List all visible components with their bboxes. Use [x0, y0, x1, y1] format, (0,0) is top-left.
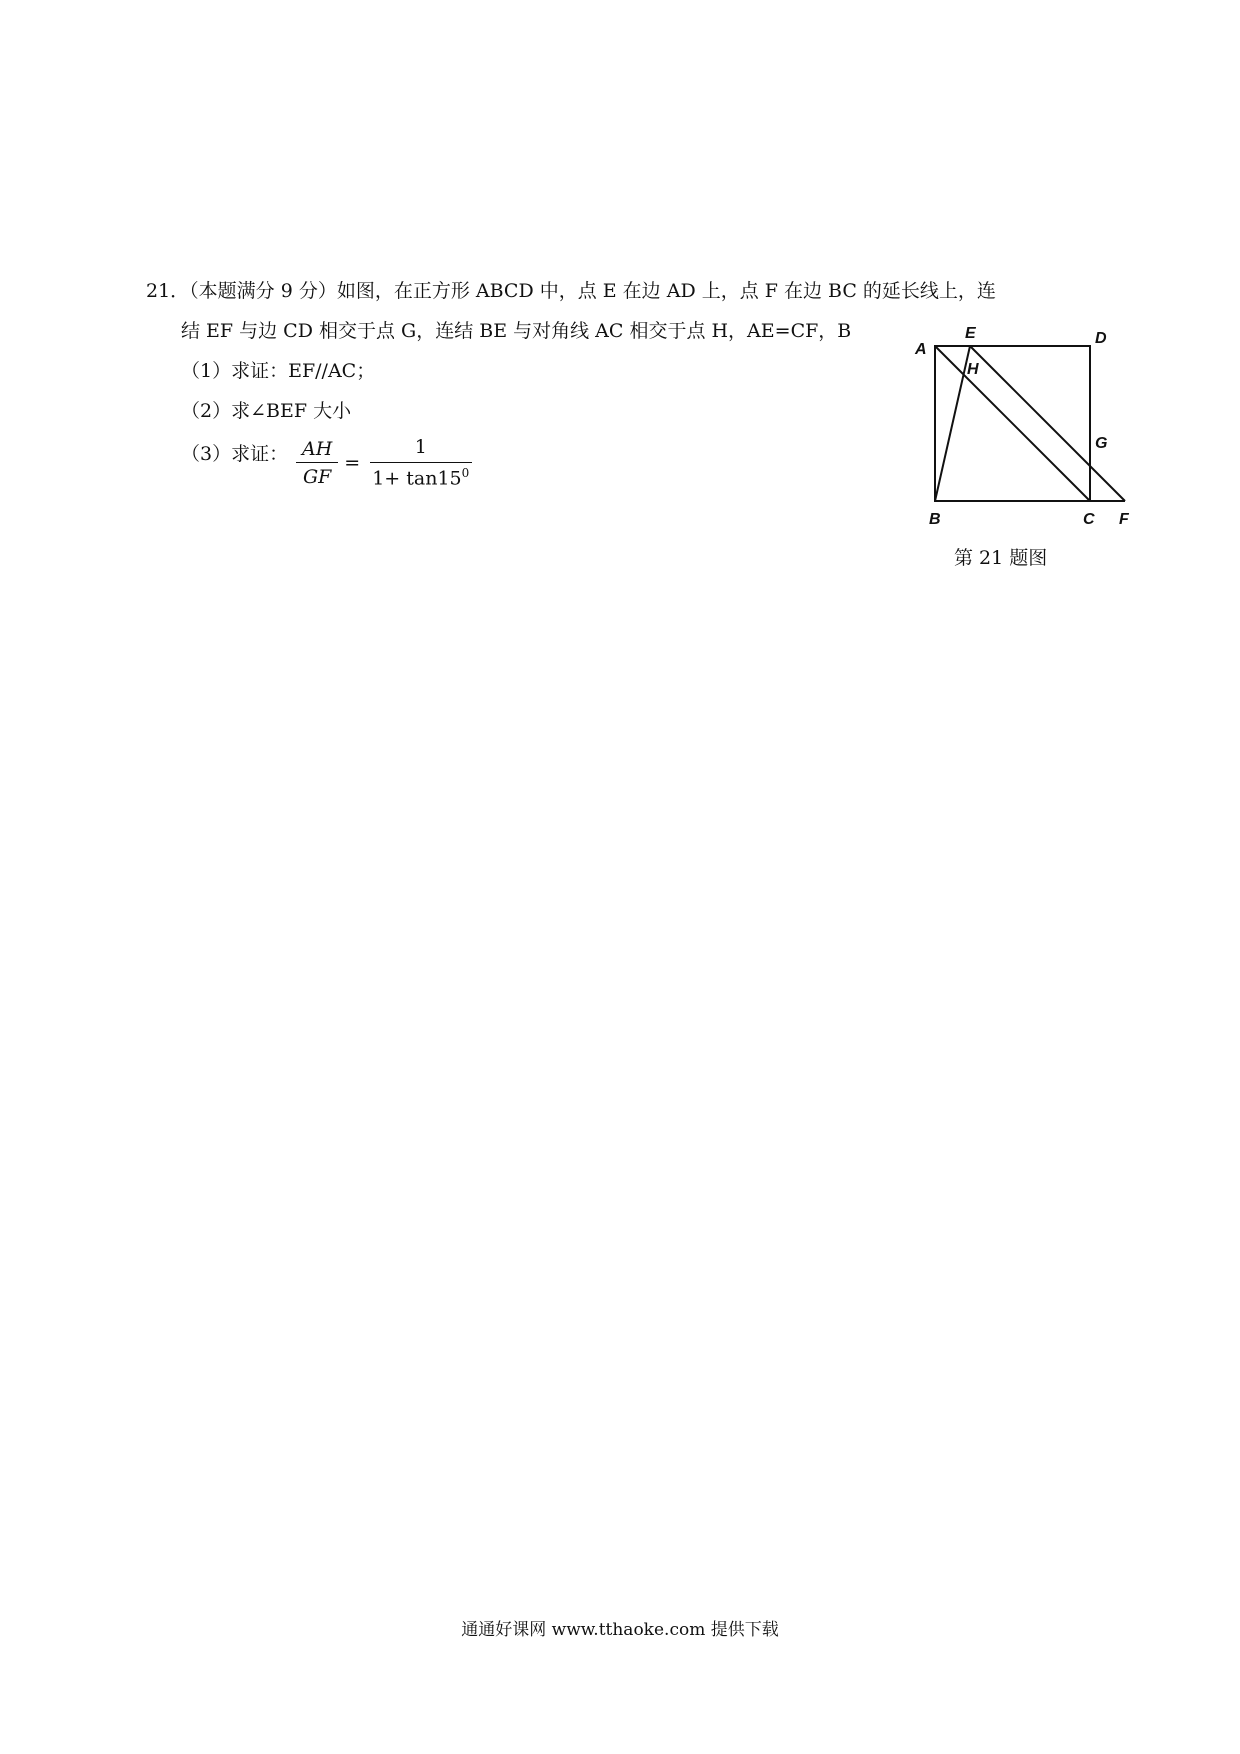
label-h: H — [967, 361, 979, 378]
label-e: E — [965, 325, 976, 342]
tan-denominator-text: 1+ tan15 — [372, 467, 462, 490]
question-3-prefix: （3）求证： — [181, 443, 289, 465]
footer-text: 通通好课网 www.tthaoke.com 提供下载 — [461, 1620, 779, 1640]
tan-numerator: 1 — [370, 436, 472, 463]
problem-line-1: 21．（本题满分 9 分）如图，在正方形 ABCD 中，点 E 在边 AD 上，点 F 在边 BC 的延长线上，连 — [146, 280, 996, 302]
figure-svg — [905, 318, 1155, 528]
diagonal-ac — [935, 346, 1090, 501]
figure-caption: 第 21 题图 — [954, 547, 1048, 569]
geometry-figure — [905, 318, 1155, 528]
label-d: D — [1095, 330, 1107, 347]
fraction-denominator: GF — [302, 465, 332, 488]
problem-line-2: 结 EF 与边 CD 相交于点 G，连结 BE 与对角线 AC 相交于点 H，AE=CF，B — [181, 320, 852, 342]
label-a: A — [915, 341, 927, 358]
fraction-numerator: AH — [296, 438, 338, 463]
label-f: F — [1119, 511, 1129, 528]
degree-superscript: 0 — [461, 466, 470, 480]
label-c: C — [1083, 511, 1095, 528]
fraction-ah-gf — [296, 438, 338, 488]
line-be — [935, 346, 970, 501]
line-ef — [970, 346, 1125, 501]
equals-sign: = — [344, 451, 361, 474]
fraction-tan — [366, 436, 475, 489]
label-b: B — [929, 511, 941, 528]
tan-denominator — [366, 463, 475, 489]
label-g: G — [1095, 435, 1108, 452]
question-2: （2）求∠BEF 大小 — [181, 400, 352, 422]
question-3-formula — [296, 436, 475, 489]
question-1: （1）求证：EF//AC； — [181, 360, 376, 382]
